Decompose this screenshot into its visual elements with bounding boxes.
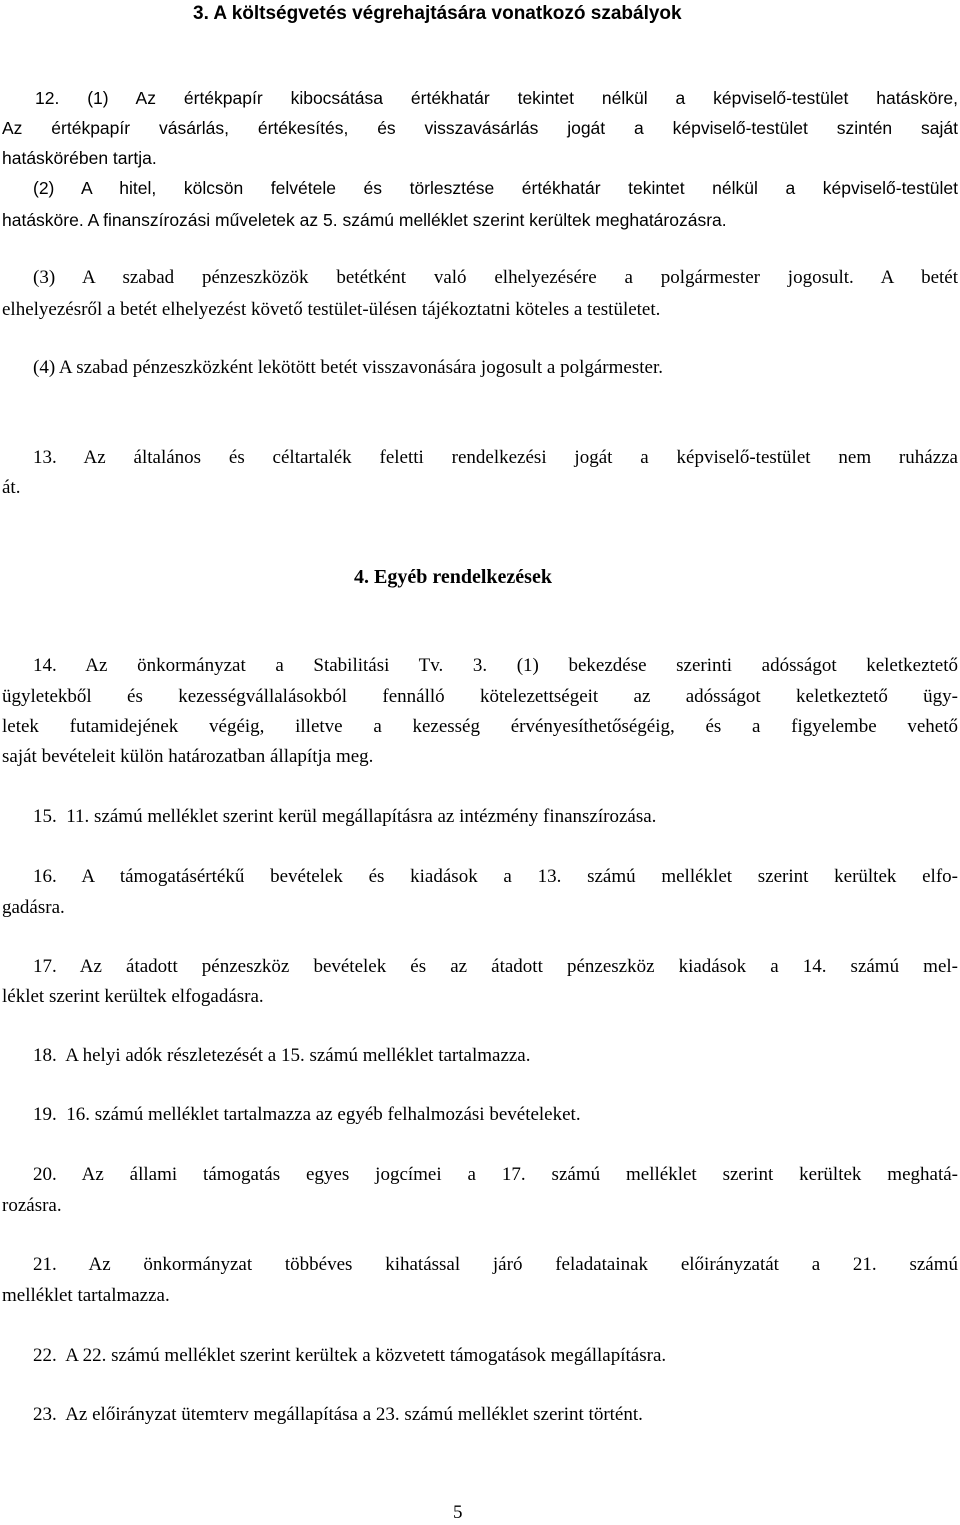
para-16-line-2: gadásra. bbox=[2, 897, 65, 918]
para-14-line-4: saját bevételeit külön határozatban állapítja meg. bbox=[2, 746, 374, 767]
para-12-4: (4) A szabad pénzeszközként lekötött betét visszavonására jogosult a polgármester. bbox=[33, 357, 663, 378]
para-12-2-line-2: hatásköre. A finanszírozási műveletek az 5. számú melléklet szerint kerültek meghatározásra. bbox=[2, 210, 727, 230]
section-3-title: 3. A költségvetés végrehajtására vonatkozó szabályok bbox=[193, 3, 682, 24]
para-16-line-1: 16. A támogatásértékű bevételek és kiadások a 13. számú melléklet szerint kerültek elfo- bbox=[33, 866, 958, 887]
para-20-line-2: rozásra. bbox=[2, 1195, 62, 1216]
para-21-line-1: 21. Az önkormányzat többéves kihatással járó feladatainak előirányzatát a 21. számú bbox=[33, 1254, 958, 1275]
para-14-line-3: letek futamidejének végéig, illetve a kezesség érvényesíthetőségéig, és a figyelembe vehető bbox=[2, 716, 958, 737]
para-21-line-2: melléklet tartalmazza. bbox=[2, 1285, 170, 1306]
para-17-line-1: 17. Az átadott pénzeszköz bevételek és az átadott pénzeszköz kiadások a 14. számú mel- bbox=[33, 956, 958, 977]
page-number: 5 bbox=[453, 1502, 463, 1523]
para-22: 22. A 22. számú melléklet szerint kerültek a közvetett támogatások megállapításra. bbox=[33, 1345, 667, 1366]
section-4-title: 4. Egyéb rendelkezések bbox=[354, 566, 552, 588]
para-13-line-2: át. bbox=[2, 477, 21, 498]
para-15: 15. 11. számú melléklet szerint kerül megállapításra az intézmény finanszírozása. bbox=[33, 806, 657, 827]
para-23: 23. Az előirányzat ütemterv megállapítása a 23. számú melléklet szerint történt. bbox=[33, 1404, 643, 1425]
para-12-3-line-2: elhelyezésről a betét elhelyezést követő testület-ülésen tájékoztatni köteles a testületet. bbox=[2, 299, 661, 320]
para-13-line-1: 13. Az általános és céltartalék feletti rendelkezési jogát a képviselő-testület nem ruházza bbox=[33, 447, 958, 468]
para-12-1-line-1: 12. (1) Az értékpapír kibocsátása értékhatár tekintet nélkül a képviselő-testület hatásköre, bbox=[35, 88, 958, 108]
para-14-line-1: 14. Az önkormányzat a Stabilitási Tv. 3. (1) bekezdése szerinti adósságot keletkeztető bbox=[33, 655, 958, 676]
para-18: 18. A helyi adók részletezését a 15. számú melléklet tartalmazza. bbox=[33, 1045, 531, 1066]
para-12-1-line-2: Az értékpapír vásárlás, értékesítés, és visszavásárlás jogát a képviselő-testület szintén saját bbox=[2, 118, 958, 138]
para-14-line-2: ügyletekből és kezességvállalásokból fennálló kötelezettségeit az adósságot keletkeztető ügy- bbox=[2, 686, 958, 707]
para-20-line-1: 20. Az állami támogatás egyes jogcímei a 17. számú melléklet szerint kerültek meghatá- bbox=[33, 1164, 958, 1185]
para-12-2-line-1: (2) A hitel, kölcsön felvétele és törlesztése értékhatár tekintet nélkül a képviselő-testület bbox=[33, 178, 958, 198]
para-12-3-line-1: (3) A szabad pénzeszközök betétként való elhelyezésére a polgármester jogosult. A betét bbox=[33, 267, 958, 288]
para-19: 19. 16. számú melléklet tartalmazza az egyéb felhalmozási bevételeket. bbox=[33, 1104, 581, 1125]
para-12-1-line-3: hatáskörében tartja. bbox=[2, 148, 157, 168]
para-17-line-2: léklet szerint kerültek elfogadásra. bbox=[2, 986, 264, 1007]
